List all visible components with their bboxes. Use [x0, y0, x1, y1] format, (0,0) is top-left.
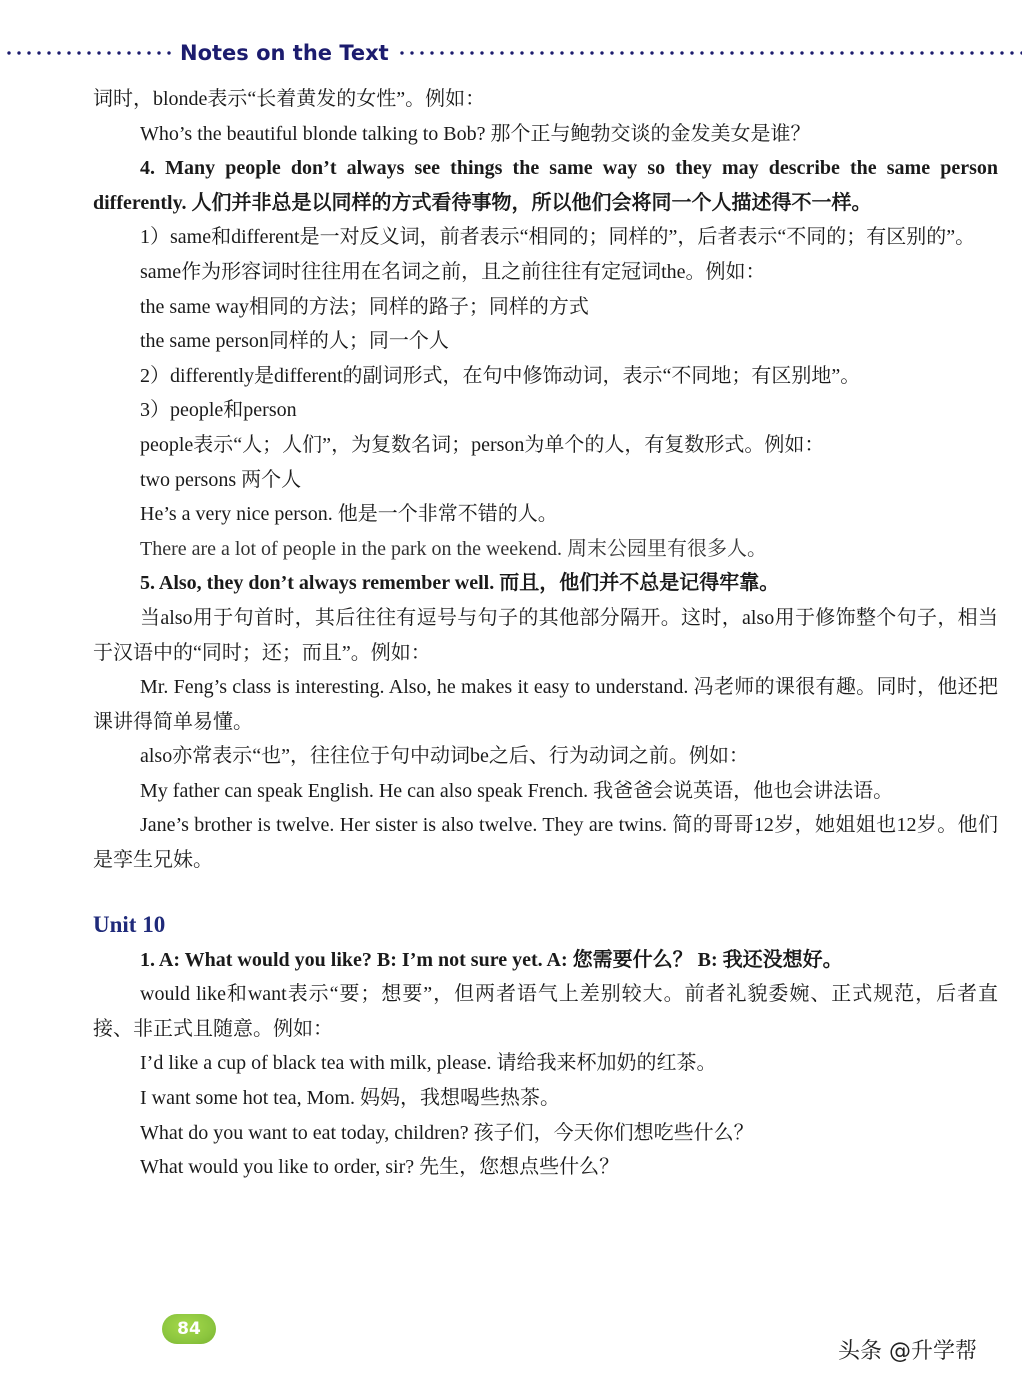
text-line: also亦常表示“也”，往往位于句中动词be之后、行为动词之前。例如： — [140, 745, 749, 768]
example-sentence: What do you want to eat today, children? 孩子们，今天你们想吃些什么？ — [140, 1121, 754, 1144]
text-line: 当also用于句首时，其后往往有逗号与句子的其他部分隔开。这时，also用于修饰整个句子，相当于汉语中的“同时；还；而且”。例如： — [93, 606, 998, 664]
dotted-rule-right — [397, 51, 1022, 55]
example-phrase: two persons 两个人 — [140, 468, 302, 491]
text-line: 词时，blonde表示“长着黄发的女性”。例如： — [93, 88, 486, 110]
text-line: would like和want表示“要；想要”，但两者语气上差别较大。前者礼貌委婉、正式规范，后者直接、非正式且随意。例如： — [93, 983, 998, 1040]
example-sentence: I want some hot tea, Mom. 妈妈，我想喝些热茶。 — [140, 1087, 560, 1110]
note-heading-4: 4. Many people don’t always see things the same way so they may describe the same person differently. 人们并非总是以同样的方式看待事物，所以他们会将同一个人描述得不一样。 — [93, 157, 998, 214]
text-line: same作为形容词时往往用在名词之前，且之前往往有定冠词the。例如： — [140, 260, 766, 283]
example-phrase: the same way相同的方法；同样的路子；同样的方式 — [140, 295, 589, 318]
example-sentence: He’s a very nice person. 他是一个非常不错的人。 — [140, 503, 558, 526]
example-sentence: I’d like a cup of black tea with milk, please. 请给我来杯加奶的红茶。 — [140, 1052, 717, 1075]
example-sentence: Who’s the beautiful blonde talking to Bob? 那个正与鲍勃交谈的金发美女是谁？ — [140, 122, 811, 145]
example-phrase: the same person同样的人；同一个人 — [140, 330, 449, 353]
example-sentence: What would you like to order, sir? 先生，您想点些什么？ — [140, 1156, 620, 1179]
page-body — [93, 82, 998, 1185]
note-heading-5: 5. Also, they don’t always remember well. 而且，他们并不总是记得牢靠。 — [140, 572, 780, 595]
example-sentence: Jane’s brother is twelve. Her sister is also twelve. They are twins. 简的哥哥12岁，她姐姐也12岁。他们是孪生兄妹。 — [93, 814, 998, 872]
section-header — [0, 38, 1024, 68]
section-title: Notes on the Text — [180, 41, 389, 65]
note-heading-1: 1. A: What would you like? B: I’m not sure yet. A: 您需要什么？ B: 我还没想好。 — [140, 948, 843, 971]
text-line: 3）people和person — [140, 399, 297, 422]
page-number-badge: 84 — [162, 1314, 216, 1344]
text-line: 2）differently是different的副词形式，在句中修饰动词，表示“不同地；有区别地”。 — [140, 364, 861, 387]
example-sentence: There are a lot of people in the park on the weekend. 周末公园里有很多人。 — [140, 537, 768, 560]
example-sentence: My father can speak English. He can also speak French. 我爸爸会说英语，他也会讲法语。 — [140, 779, 894, 802]
unit-heading: Unit 10 — [93, 911, 166, 937]
watermark: 头条 @升学帮 — [838, 1339, 977, 1364]
example-sentence: Mr. Feng’s class is interesting. Also, he makes it easy to understand. 冯老师的课很有趣。同时，他还把课讲得简单易懂。 — [93, 676, 998, 733]
text-line: people表示“人；人们”，为复数名词；person为单个的人，有复数形式。例如： — [140, 433, 825, 456]
text-line: 1）same和different是一对反义词，前者表示“相同的；同样的”，后者表示“不同的；有区别的”。 — [140, 226, 976, 249]
dotted-rule-left — [4, 51, 174, 55]
